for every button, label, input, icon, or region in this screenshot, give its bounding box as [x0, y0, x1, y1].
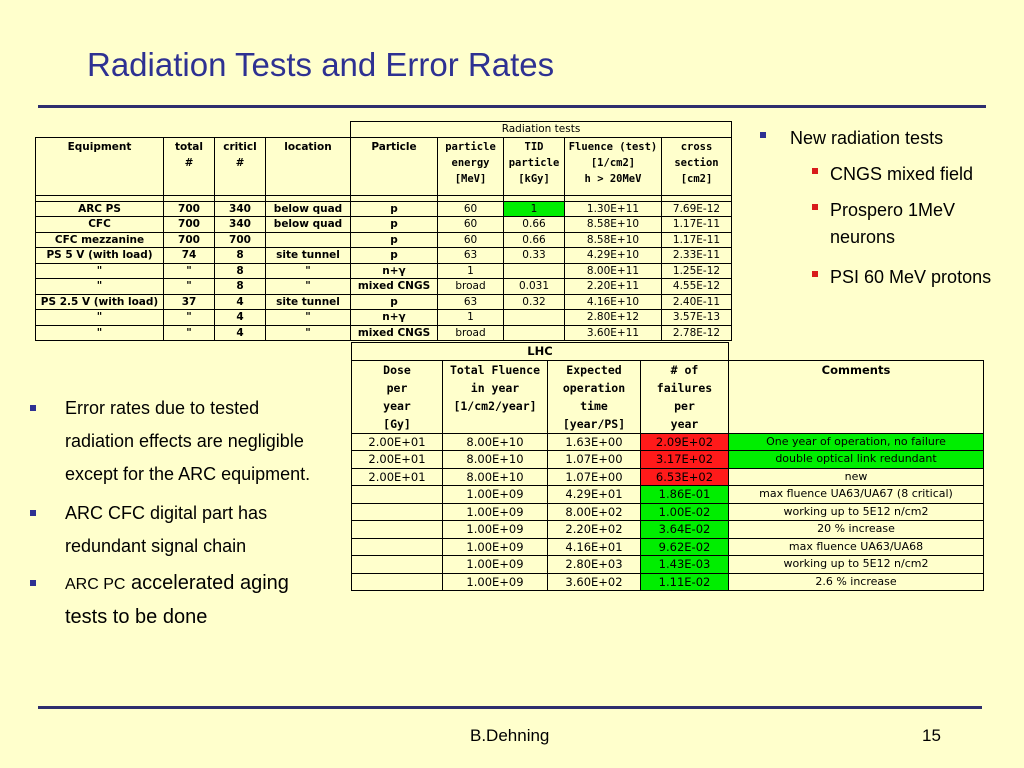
table-cell: PS 2.5 V (with load): [36, 294, 164, 310]
bullet-square-icon: [30, 405, 36, 411]
table-cell: 4: [215, 325, 266, 341]
bullet-error-rates: Error rates due to tested radiation effects are negligible except for the ARC equipment.: [65, 398, 311, 484]
table-cell: 8.00E+10: [443, 451, 548, 469]
table-cell: broad: [438, 325, 504, 341]
header-critical: criticl #: [215, 137, 266, 195]
table-cell: 3.17E+02: [641, 451, 729, 469]
table-cell: 3.57E-13: [662, 310, 732, 326]
bullet-arc-cfc: ARC CFC digital part has redundant signal chain: [65, 503, 268, 556]
table-cell: 74: [164, 248, 215, 264]
table-cell: 2.40E-11: [662, 294, 732, 310]
table-cell: p: [351, 232, 438, 248]
table-cell: below quad: [266, 201, 351, 217]
table-cell: p: [351, 294, 438, 310]
table-cell: CFC: [36, 217, 164, 233]
header-fluence: Fluence (test) [1/cm2] h > 20MeV: [565, 137, 662, 195]
table-cell: 1.00E+09: [443, 486, 548, 504]
header-energy: particle energy [MeV]: [438, 137, 504, 195]
table-cell: ": [266, 279, 351, 295]
table-cell: 2.20E+11: [565, 279, 662, 295]
header-expected-time: Expected operation time [year/PS]: [548, 360, 641, 433]
sub-bullet-icon: [812, 204, 818, 210]
table-cell: double optical link redundant: [729, 451, 984, 469]
table-cell: 8.00E+10: [443, 468, 548, 486]
sub-bullet-prospero-cont: neurons: [830, 227, 896, 247]
footer-author: B.Dehning: [470, 726, 550, 745]
table-cell: max fluence UA63/UA68: [729, 538, 984, 556]
table-cell: 2.00E+01: [352, 451, 443, 469]
footer-divider: [38, 706, 982, 709]
table-cell: broad: [438, 279, 504, 295]
table-cell: 1.07E+00: [548, 451, 641, 469]
table-cell: ": [164, 310, 215, 326]
table-cell: 1.63E+00: [548, 433, 641, 451]
bullet-square-icon: [30, 580, 36, 586]
table-row: [352, 556, 984, 574]
table-cell: ": [36, 325, 164, 341]
table-cell: 4.16E+01: [548, 538, 641, 556]
bullet-new-radiation-tests: New radiation tests: [790, 128, 944, 148]
table-row: [352, 521, 984, 539]
table-cell: 4.29E+10: [565, 248, 662, 264]
table-cell: [352, 503, 443, 521]
page-number: 15: [922, 726, 941, 745]
table-cell: site tunnel: [266, 294, 351, 310]
table-cell: 8: [215, 263, 266, 279]
table-cell: 60: [438, 217, 504, 233]
table-cell: 2.33E-11: [662, 248, 732, 264]
table-cell: [352, 486, 443, 504]
table-cell: new: [729, 468, 984, 486]
table-cell: 8.00E+02: [548, 503, 641, 521]
table-cell: 2.80E+12: [565, 310, 662, 326]
table-cell: 1.86E-01: [641, 486, 729, 504]
table-cell: [504, 310, 565, 326]
header-total: total #: [164, 137, 215, 195]
table-cell: 20 % increase: [729, 521, 984, 539]
table-row: [36, 279, 732, 295]
table-cell: 1.17E-11: [662, 232, 732, 248]
table-cell: 2.78E-12: [662, 325, 732, 341]
table-cell: ": [36, 263, 164, 279]
table-row: [36, 325, 732, 341]
header-cross-section: cross section [cm2]: [662, 137, 732, 195]
sub-bullet-icon: [812, 168, 818, 174]
table-row: [352, 503, 984, 521]
table-cell: below quad: [266, 217, 351, 233]
table-cell: ": [164, 263, 215, 279]
table-cell: 1.30E+11: [565, 201, 662, 217]
table-cell: 1.00E+09: [443, 573, 548, 591]
table-cell: 8.00E+10: [443, 433, 548, 451]
table-cell: 1: [504, 201, 565, 217]
table-cell: 3.64E-02: [641, 521, 729, 539]
table-cell: 2.09E+02: [641, 433, 729, 451]
lhc-table: [351, 342, 984, 591]
table-row: [352, 538, 984, 556]
table-cell: 6.53E+02: [641, 468, 729, 486]
table-row: [352, 468, 984, 486]
table-cell: 1: [438, 310, 504, 326]
table-cell: 0.031: [504, 279, 565, 295]
table-cell: 2.80E+03: [548, 556, 641, 574]
table-cell: ": [266, 310, 351, 326]
table-row: [36, 294, 732, 310]
table-cell: [352, 538, 443, 556]
table-cell: 700: [164, 232, 215, 248]
header-failures: # of failures per year: [641, 360, 729, 433]
table-row: [36, 263, 732, 279]
table-cell: 0.66: [504, 232, 565, 248]
table-cell: [266, 232, 351, 248]
table-cell: 2.20E+02: [548, 521, 641, 539]
table-cell: 340: [215, 201, 266, 217]
table-cell: ": [164, 325, 215, 341]
table-cell: n+γ: [351, 310, 438, 326]
table-cell: 3.60E+11: [565, 325, 662, 341]
table-cell: 2.6 % increase: [729, 573, 984, 591]
table-cell: PS 5 V (with load): [36, 248, 164, 264]
table-cell: 1.17E-11: [662, 217, 732, 233]
table-cell: 63: [438, 294, 504, 310]
radiation-tests-table: [35, 121, 732, 341]
table-row: [36, 217, 732, 233]
radiation-tests-header: Radiation tests: [351, 122, 732, 138]
sub-bullet-prospero: Prospero 1MeV: [830, 200, 956, 220]
table-cell: 340: [215, 217, 266, 233]
slide-title: Radiation Tests and Error Rates: [87, 46, 555, 83]
table-cell: 60: [438, 232, 504, 248]
table-cell: p: [351, 201, 438, 217]
table-cell: 8.58E+10: [565, 232, 662, 248]
header-equipment: Equipment: [36, 137, 164, 195]
table-row: [36, 201, 732, 217]
table-cell: 1.07E+00: [548, 468, 641, 486]
table-cell: ": [266, 263, 351, 279]
table-cell: ": [266, 325, 351, 341]
table-cell: ": [36, 279, 164, 295]
header-tid: TID particle [kGy]: [504, 137, 565, 195]
table-cell: 1.25E-12: [662, 263, 732, 279]
sub-bullet-icon: [812, 271, 818, 277]
table-cell: One year of operation, no failure: [729, 433, 984, 451]
table-cell: [352, 573, 443, 591]
table-cell: [352, 556, 443, 574]
title-divider: [38, 105, 986, 108]
table-cell: 0.33: [504, 248, 565, 264]
table-cell: max fluence UA63/UA67 (8 critical): [729, 486, 984, 504]
table-cell: p: [351, 248, 438, 264]
table-cell: 8.00E+11: [565, 263, 662, 279]
table-cell: ": [36, 310, 164, 326]
table-cell: 8: [215, 248, 266, 264]
table-cell: 60: [438, 201, 504, 217]
table-cell: 4.16E+10: [565, 294, 662, 310]
table-row: [36, 232, 732, 248]
sub-bullet-cngs: CNGS mixed field: [830, 164, 974, 184]
bullet-arc-pc: ARC PC accelerated aging tests to be done: [65, 572, 289, 628]
header-dose: Dose per year [Gy]: [352, 360, 443, 433]
header-comments: Comments: [729, 360, 984, 433]
table-row: [352, 451, 984, 469]
table-cell: 8: [215, 279, 266, 295]
header-particle: Particle: [351, 137, 438, 195]
table-cell: 0.66: [504, 217, 565, 233]
table-cell: 3.60E+02: [548, 573, 641, 591]
table-cell: [504, 263, 565, 279]
table-cell: ": [164, 279, 215, 295]
table-cell: 700: [215, 232, 266, 248]
table-cell: [352, 521, 443, 539]
table-cell: 63: [438, 248, 504, 264]
table-cell: mixed CNGS: [351, 279, 438, 295]
table-cell: 700: [164, 201, 215, 217]
table-row: [352, 486, 984, 504]
table-cell: 4: [215, 294, 266, 310]
table-row: [36, 248, 732, 264]
header-location: location: [266, 137, 351, 195]
table-cell: 700: [164, 217, 215, 233]
table-cell: 1.00E+09: [443, 538, 548, 556]
table-cell: 1.11E-02: [641, 573, 729, 591]
table-row: [352, 573, 984, 591]
table-cell: mixed CNGS: [351, 325, 438, 341]
table-cell: CFC mezzanine: [36, 232, 164, 248]
header-total-fluence: Total Fluence in year [1/cm2/year]: [443, 360, 548, 433]
bullet-square-icon: [30, 510, 36, 516]
lhc-header: LHC: [352, 343, 729, 361]
table-row: [36, 310, 732, 326]
table-cell: 1.43E-03: [641, 556, 729, 574]
table-cell: 1.00E+09: [443, 521, 548, 539]
table-cell: 0.32: [504, 294, 565, 310]
table-cell: working up to 5E12 n/cm2: [729, 556, 984, 574]
table-cell: 8.58E+10: [565, 217, 662, 233]
table-cell: ARC PS: [36, 201, 164, 217]
table-cell: 1.00E-02: [641, 503, 729, 521]
table-cell: 7.69E-12: [662, 201, 732, 217]
table-cell: n+γ: [351, 263, 438, 279]
table-cell: [504, 325, 565, 341]
table-cell: 4.29E+01: [548, 486, 641, 504]
sub-bullet-psi: PSI 60 MeV protons: [830, 267, 992, 287]
table-cell: 1.00E+09: [443, 503, 548, 521]
table-cell: 9.62E-02: [641, 538, 729, 556]
table-cell: 37: [164, 294, 215, 310]
table-cell: site tunnel: [266, 248, 351, 264]
table-cell: 1.00E+09: [443, 556, 548, 574]
table-cell: working up to 5E12 n/cm2: [729, 503, 984, 521]
table-cell: 1: [438, 263, 504, 279]
bullet-square-icon: [760, 132, 766, 138]
table-cell: 4.55E-12: [662, 279, 732, 295]
table-cell: 2.00E+01: [352, 468, 443, 486]
table-cell: p: [351, 217, 438, 233]
table-row: [352, 433, 984, 451]
table-cell: 2.00E+01: [352, 433, 443, 451]
table-cell: 4: [215, 310, 266, 326]
